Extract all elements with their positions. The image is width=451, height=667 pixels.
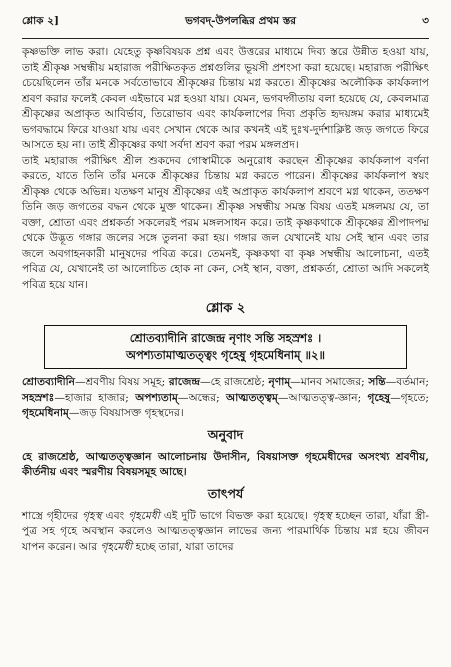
header-rule (22, 38, 429, 39)
verse-line-1: শ্রোতব্যাদীনি রাজেন্দ্র নৃণাং সন্তি সহস্রশঃ । (129, 331, 322, 345)
word-meaning-entry: সহস্রশঃ—হাজার হাজার; (22, 391, 129, 404)
word-meaning-entry: শ্রোতব্যাদীনি—শ্রবণীয় বিষয় সমূহ; (22, 376, 166, 388)
word-meaning-entry: সন্তি—বর্তমান; (368, 376, 429, 388)
header-verse-ref: শ্লোক ২] (22, 15, 59, 27)
running-header (22, 14, 429, 36)
verse-box (44, 325, 407, 369)
paragraph-2: তাই মহারাজ পরীক্ষিৎ শ্রীল শুকদেব গোস্বামীকে অনুরোধ করছেন শ্রীকৃষ্ণের কার্যকলাপ বর্ণনা করতে, যাতে তিনি তাঁর মনকে শ্রীকৃষ্ণের চিন্তায় মগ্ন করতে পারেন। শ্রীকৃষ্ণের কার্যকলাপ স্বয়ং শ্রীকৃষ্ণ থেকে অভিন্ন। যতক্ষণ মানুষ শ্রীকৃষ্ণের এই অপ্রাকৃত কার্যকলাপ শ্রবণে মগ্ন থাকেন, ততক্ষণ তিনি জড় জগতের বদ্ধন থেকে মুক্ত থাকেন। শ্রীকৃষ্ণ সম্বন্ধীয় সমস্ত বিষয় এতই মঙ্গলময় যে, তা বক্তা, শ্রোতা এবং প্রশ্নকর্তা সকলেরই পরম মঙ্গলসাধন করে। তাই কৃষ্ণকথাকে শ্রীকৃষ্ণের শ্রীপাদপদ্ম থেকে উদ্ভূত গঙ্গার জলের সঙ্গে তুলনা করা হয়। গঙ্গার জল যেখানেই যায় সেই স্থান এবং তার জলে অবগাহনকারী মানুষদের পবিত্র করে। তেমনই, কৃষ্ণকথা বা কৃষ্ণ সম্বন্ধীয় আলোচনা, এতই পবিত্র যে, যেখানেই তা আলোচিত হোক না কেন, সেই স্থান, বক্তা, প্রশ্নকর্তা, শ্রোতা আদি সকলেই পবিত্র হয়ে যান। (22, 154, 429, 291)
word-meaning-entry: অপশ্যতাম্‌—অন্ধের; (135, 391, 220, 404)
word-meaning-entry: আত্মতত্ত্বম্‌—আত্মতত্ত্ব-জ্ঞান; (226, 391, 362, 404)
verse-heading: শ্লোক ২ (205, 301, 246, 316)
word-meaning-entry: গৃহমেধিনাম্‌—জড় বিষয়াসক্ত গৃহস্থদের। (22, 407, 184, 419)
word-meaning-entry: গৃহেষু—গৃহতে; (367, 391, 430, 404)
translation-title: অনুবাদ (207, 426, 244, 442)
purport-text: শাস্ত্রে গৃহীদের গৃহস্থ এবং গৃহমেধী এই দুটি ভাগে বিভক্ত করা হয়েছে। গৃহস্থ হচ্ছেন তারা, যাঁরা স্ত্রী-পুত্র সহ গৃহে অবস্থান করলেও আত্মতত্ত্বজ্ঞান লাভের জন্য পারমার্থিক চিন্তায় মগ্ন হয়ে জীবন যাপন করেন। আর গৃহমেধী হচ্ছে তারা, যারা তাদের (22, 509, 429, 553)
word-meaning-entry: নৃণাম্‌—মানব সমাজের; (268, 376, 365, 388)
header-chapter-title: ভগবদ্‌-উপলব্ধির প্রথম স্তর (185, 15, 297, 27)
paragraph-1: কৃষ্ণভক্তি লাভ করা। যেহেতু কৃষ্ণবিষয়ক প্রশ্ন এবং উত্তরের মাধ্যমে দিব্য স্তরে উন্নীত হওয়া যায়, তাই শ্রীকৃষ্ণ সম্বন্ধীয় মহারাজ পরীক্ষিতকৃত প্রশ্নগুলির ভূয়সী প্রশংসা করা হয়েছে। মহারাজ পরীক্ষিৎ চেয়েছিলেন তাঁর মনকে সর্বতোভাবে শ্রীকৃষ্ণের চিন্তায় মগ্ন করতে। শ্রীকৃষ্ণের অলৌকিক কার্যকলাপ শ্রবণ করার ফলেই কেবল এইভাবে মগ্ন হওয়া যায়। যেমন, ভগবদ্গীতায় বলা হয়েছে যে, কেবলমাত্র শ্রীকৃষ্ণের অপ্রাকৃত আবির্ভাব, তিরোভাব এবং কার্যকলাপের দিব্য প্রকৃতি হৃদয়ঙ্গম করার মাধ্যমেই ভগবদ্ধামে ফিরে যাওয়া যায় এবং সেখান থেকে আর কখনই এই দুঃখ-দুর্দশাক্লিষ্ট জড় জগতে ফিরে আসতে হয় না। তাই শ্রীকৃষ্ণের কথা সর্বদা শ্রবণ করা পরম মঙ্গলপ্রদ। (22, 46, 429, 151)
page-number: ৩ (422, 15, 429, 27)
purport-title: তাৎপর্য (207, 485, 244, 501)
verse-line-2: অপশ্যতামাত্মতত্ত্বং গৃহেষু গৃহমেধিনাম্‌ ॥২॥ (125, 348, 325, 362)
word-meaning-entry: রাজেন্দ্র—হে রাজশ্রেষ্ঠ; (168, 376, 265, 388)
translation-text: হে রাজশ্রেষ্ঠ, আত্মতত্ত্বজ্ঞান আলোচনায় উদাসীন, বিষয়াসক্ত গৃহমেধীদের অসংখ্য শ্রবণীয়, কীর্তনীয় এবং স্মরণীয় বিষয়সমূহ আছে। (22, 450, 429, 478)
word-meanings (22, 375, 429, 422)
